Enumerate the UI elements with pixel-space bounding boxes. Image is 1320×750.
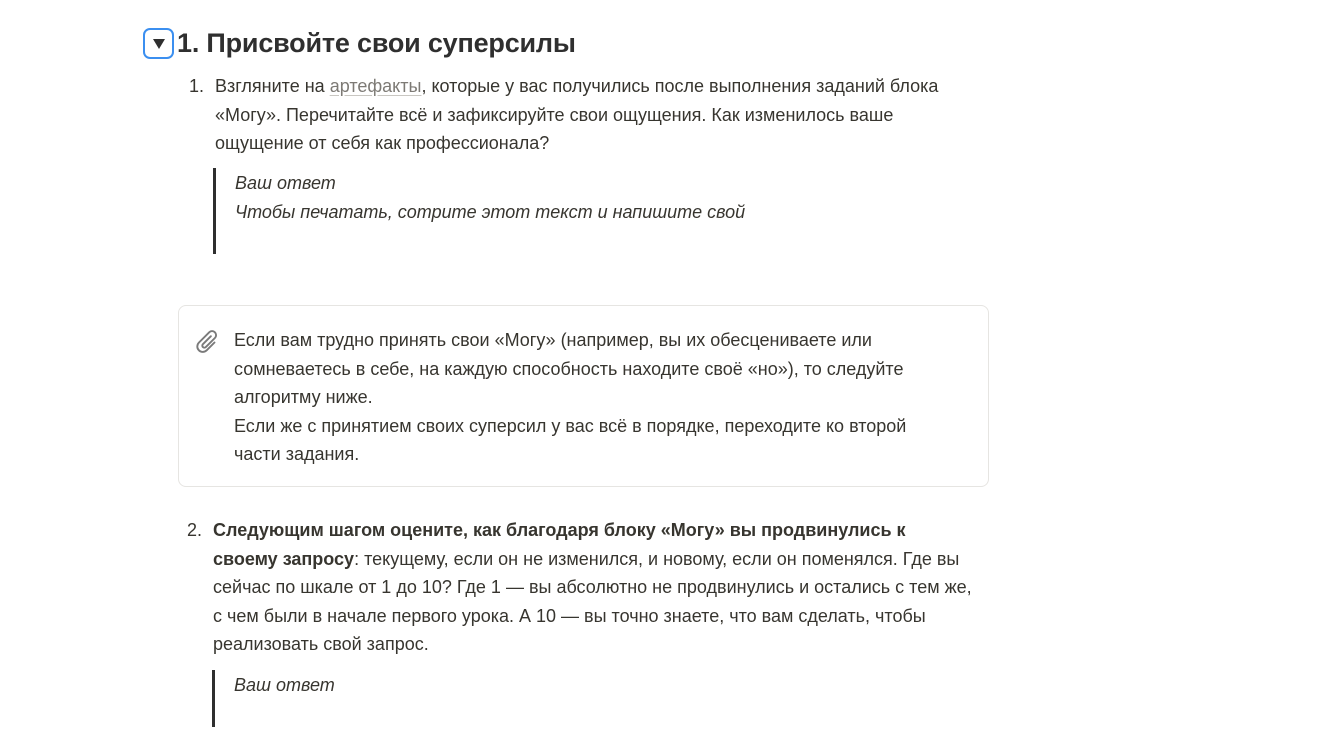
- answer-label: Ваш ответ: [234, 675, 335, 695]
- answer-quote-2[interactable]: [212, 670, 812, 727]
- item1-text-after-link: , которые у вас получились после выполнения заданий блока «Могу». Перечитайте всё и зафиксируйте свои ощущения. Как изменилось ваше ощущение от себя как профессионала?: [215, 76, 939, 153]
- triangle-down-icon: [153, 39, 165, 49]
- item1-text-before-link: Взгляните на: [215, 76, 330, 96]
- toggle-button[interactable]: [143, 28, 174, 59]
- list-item-1: [189, 72, 975, 158]
- list-item-text[interactable]: [213, 516, 973, 659]
- item2-rest-text: : текущему, если он не изменился, и новому, если он поменялся. Где вы сейчас по шкале от 1 до 10? Где 1 — вы абсолютно не продвинулись и остались с тем же, с чем были в начале первого урока. А 10 — вы точно знаете, что вам сделать, чтобы реализовать свой запрос.: [213, 548, 972, 654]
- list-item-text[interactable]: [215, 72, 975, 158]
- callout-paragraph-1: Если вам трудно принять свои «Могу» (например, вы их обесцениваете или сомневаетесь в себе, на каждую способность находите своё «но»), то следуйте алгоритму ниже.: [234, 330, 904, 407]
- list-item-2: [187, 516, 973, 659]
- list-number: 1.: [189, 76, 205, 96]
- callout-text[interactable]: [234, 326, 954, 486]
- callout-box: [178, 305, 989, 487]
- paperclip-icon: [194, 326, 234, 356]
- answer-placeholder: Чтобы печатать, сотрите этот текст и напишите свой: [235, 202, 746, 222]
- artifacts-link[interactable]: артефакты: [329, 76, 422, 96]
- callout-paragraph-2: Если же с принятием своих суперсил у вас всё в порядке, переходите ко второй части задания.: [234, 415, 907, 464]
- section-heading-row: [143, 24, 576, 62]
- answer-label: Ваш ответ: [235, 173, 336, 193]
- section-heading[interactable]: 1. Присвойте свои суперсилы: [177, 27, 576, 58]
- list-number: 2.: [187, 520, 203, 540]
- answer-quote-1[interactable]: [213, 168, 813, 254]
- item2-bold-text: Следующим шагом оцените, как благодаря блоку «Могу» вы продвинулись к своему запросу: [213, 520, 906, 569]
